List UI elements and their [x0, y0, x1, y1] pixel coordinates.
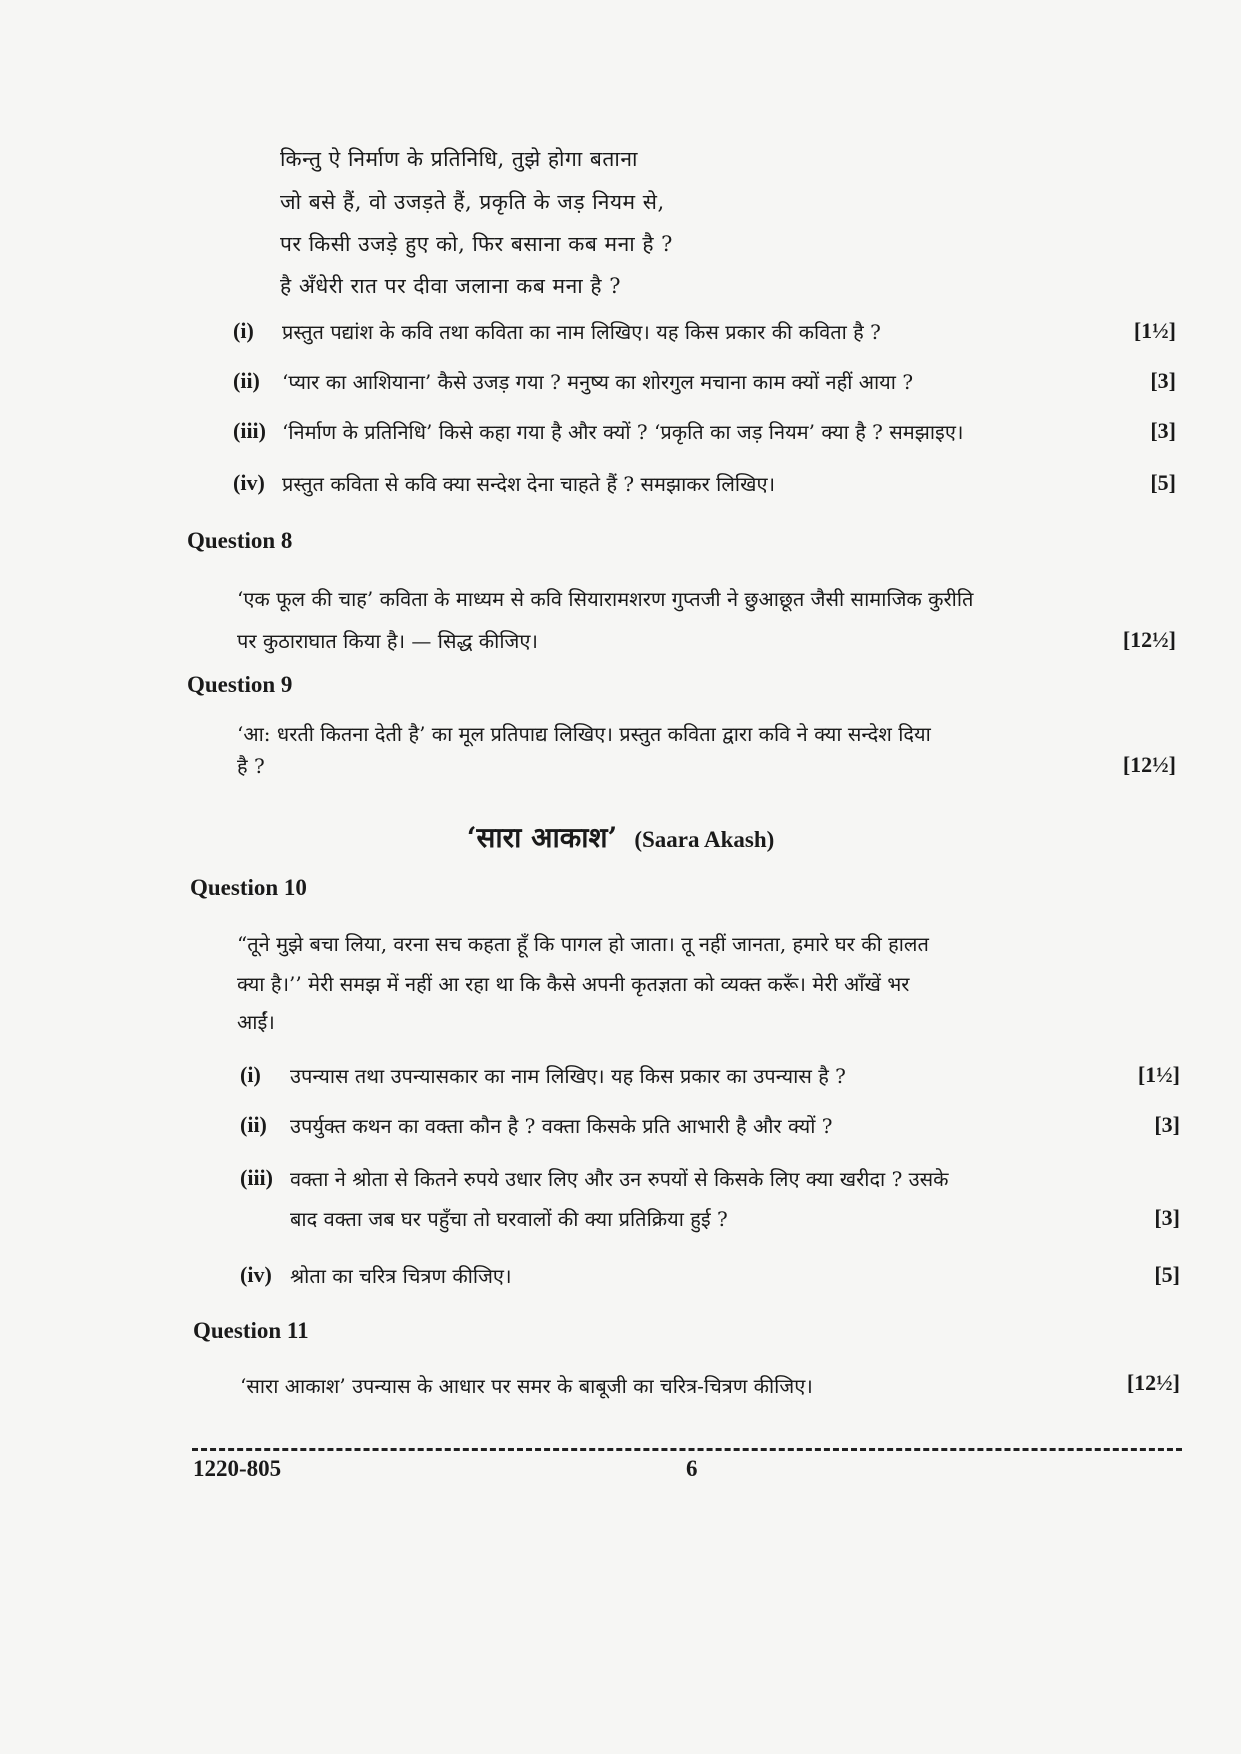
section-title [0, 818, 1241, 856]
passage-line: आईं। [237, 1010, 275, 1034]
marks-label: [5] [1150, 470, 1176, 495]
marks-label: [12½] [1122, 627, 1176, 652]
question-text: पर कुठाराघात किया है। — सिद्ध कीजिए। [237, 629, 539, 653]
paper-code: 1220-805 [193, 1456, 282, 1481]
marks-label: [3] [1154, 1112, 1180, 1137]
question-heading: Question 8 [187, 528, 293, 553]
sub-question-number: (i) [233, 318, 254, 343]
marks-label: [12½] [1122, 752, 1176, 777]
poem-line: जो बसे हैं, वो उजड़ते हैं, प्रकृति के जड़ नियम से, [280, 190, 665, 214]
poem-line: पर किसी उजड़े हुए को, फिर बसाना कब मना है ? [280, 232, 673, 256]
sub-question-text: ‘प्यार का आशियाना’ कैसे उजड़ गया ? मनुष्य का शोरगुल मचाना काम क्यों नहीं आया ? [282, 370, 914, 394]
sub-question-number: (i) [240, 1062, 261, 1087]
marks-label: [5] [1154, 1262, 1180, 1287]
question-text: ‘सारा आकाश’ उपन्यास के आधार पर समर के बाबूजी का चरित्र-चित्रण कीजिए। [240, 1374, 813, 1398]
sub-question-text: उपर्युक्त कथन का वक्ता कौन है ? वक्ता किसके प्रति आभारी है और क्यों ? [290, 1114, 833, 1138]
section-title-hindi: ‘सारा आकाश’ [466, 821, 618, 854]
marks-label: [1½] [1133, 318, 1176, 343]
question-text: ‘एक फूल की चाह’ कविता के माध्यम से कवि सियारामशरण गुप्तजी ने छुआछूत जैसी सामाजिक कुरीति [237, 587, 974, 611]
sub-question-text: ‘निर्माण के प्रतिनिधि’ किसे कहा गया है और क्यों ? ‘प्रकृति का जड़ नियम’ क्या है ? समझाइए। [282, 420, 964, 444]
marks-label: [3] [1150, 418, 1176, 443]
marks-label: [12½] [1126, 1370, 1180, 1395]
sub-question-number: (ii) [233, 368, 260, 393]
sub-question-number: (iii) [240, 1165, 273, 1190]
marks-label: [1½] [1137, 1062, 1180, 1087]
sub-question-number: (iv) [240, 1262, 272, 1287]
sub-question-text: बाद वक्ता जब घर पहुँचा तो घरवालों की क्या प्रतिक्रिया हुई ? [290, 1207, 728, 1231]
question-heading: Question 10 [190, 875, 307, 900]
question-text: है ? [237, 754, 265, 778]
page-number: 6 [686, 1456, 698, 1481]
sub-question-text: श्रोता का चरित्र चित्रण कीजिए। [290, 1264, 512, 1288]
sub-question-text: वक्ता ने श्रोता से कितने रुपये उधार लिए और उन रुपयों से किसके लिए क्या खरीदा ? उसके [290, 1167, 949, 1191]
sub-question-text: प्रस्तुत कविता से कवि क्या सन्देश देना चाहते हैं ? समझाकर लिखिए। [282, 472, 776, 496]
sub-question-number: (iii) [233, 418, 266, 443]
marks-label: [3] [1150, 368, 1176, 393]
sub-question-number: (ii) [240, 1112, 267, 1137]
poem-line: है अँधेरी रात पर दीवा जलाना कब मना है ? [280, 274, 621, 298]
question-heading: Question 9 [187, 672, 293, 697]
sub-question-number: (iv) [233, 470, 265, 495]
poem-line: किन्तु ऐ निर्माण के प्रतिनिधि, तुझे होगा बताना [280, 147, 638, 171]
marks-label: [3] [1154, 1205, 1180, 1230]
passage-line: क्या है।’’ मेरी समझ में नहीं आ रहा था कि कैसे अपनी कृतज्ञता को व्यक्त करूँ। मेरी आँखें भर [237, 972, 910, 996]
passage-line: “तूने मुझे बचा लिया, वरना सच कहता हूँ कि पागल हो जाता। तू नहीं जानता, हमारे घर की हालत [237, 932, 929, 956]
sub-question-text: प्रस्तुत पद्यांश के कवि तथा कविता का नाम लिखिए। यह किस प्रकार की कविता है ? [282, 320, 881, 344]
question-heading: Question 11 [193, 1318, 309, 1343]
section-title-english: (Saara Akash) [634, 827, 775, 852]
sub-question-text: उपन्यास तथा उपन्यासकार का नाम लिखिए। यह किस प्रकार का उपन्यास है ? [290, 1064, 846, 1088]
footer-divider [192, 1448, 1182, 1451]
question-text: ‘आ: धरती कितना देती है’ का मूल प्रतिपाद्य लिखिए। प्रस्तुत कविता द्वारा कवि ने क्या सन्देश दिया [237, 722, 931, 746]
